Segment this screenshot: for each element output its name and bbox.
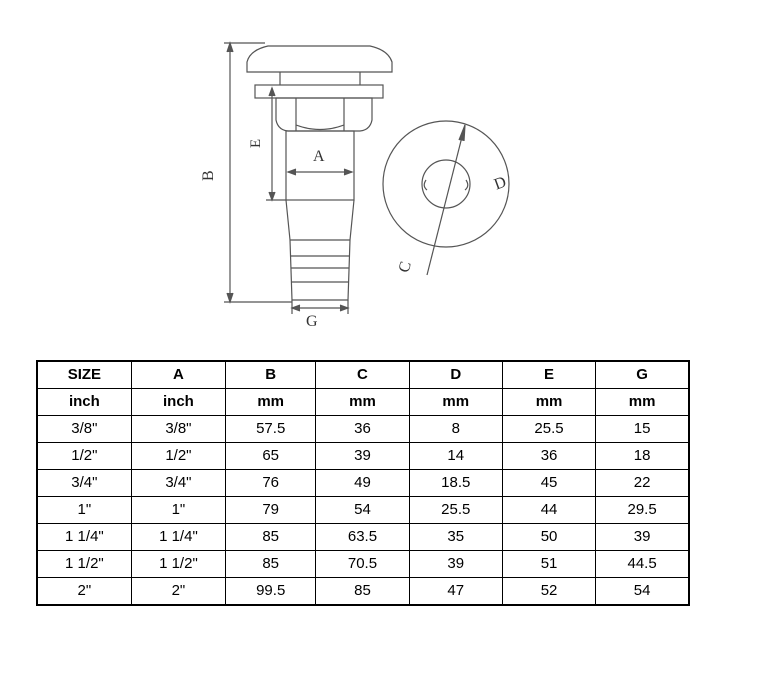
table-cell: 1" bbox=[37, 497, 131, 524]
technical-drawing bbox=[0, 0, 770, 340]
dimension-g bbox=[292, 300, 348, 314]
label-a: A bbox=[313, 148, 325, 165]
header-cell: B bbox=[226, 361, 316, 389]
table-row bbox=[37, 497, 689, 524]
table-cell: 18.5 bbox=[409, 470, 502, 497]
table-row bbox=[37, 470, 689, 497]
table-cell: 85 bbox=[226, 524, 316, 551]
table-cell: 52 bbox=[502, 578, 595, 606]
table-row bbox=[37, 578, 689, 606]
table-cell: 49 bbox=[316, 470, 409, 497]
table-cell: 57.5 bbox=[226, 416, 316, 443]
table-cell: 3/8" bbox=[131, 416, 225, 443]
table-cell: 36 bbox=[502, 443, 595, 470]
table-cell: 18 bbox=[596, 443, 689, 470]
table-cell: 70.5 bbox=[316, 551, 409, 578]
label-b: B bbox=[200, 170, 217, 181]
fitting-tail bbox=[286, 200, 354, 300]
table-cell: 99.5 bbox=[226, 578, 316, 606]
table-cell: 76 bbox=[226, 470, 316, 497]
table-cell: 45 bbox=[502, 470, 595, 497]
fitting-cap bbox=[247, 46, 392, 72]
table-cell: 1 1/2" bbox=[37, 551, 131, 578]
header-cell: G bbox=[596, 361, 689, 389]
table-cell: 85 bbox=[316, 578, 409, 606]
unit-cell: mm bbox=[316, 389, 409, 416]
table-cell: 1 1/2" bbox=[131, 551, 225, 578]
table-row bbox=[37, 443, 689, 470]
fitting-flange bbox=[255, 85, 383, 98]
table-cell: 1 1/4" bbox=[131, 524, 225, 551]
units-row bbox=[37, 389, 689, 416]
header-cell: SIZE bbox=[37, 361, 131, 389]
unit-cell: mm bbox=[226, 389, 316, 416]
table-cell: 85 bbox=[226, 551, 316, 578]
table-cell: 3/8" bbox=[37, 416, 131, 443]
unit-cell: mm bbox=[596, 389, 689, 416]
label-e: E bbox=[248, 138, 264, 148]
table-cell: 25.5 bbox=[409, 497, 502, 524]
table-row bbox=[37, 524, 689, 551]
table-cell: 36 bbox=[316, 416, 409, 443]
header-row bbox=[37, 361, 689, 389]
table-cell: 44 bbox=[502, 497, 595, 524]
table-row bbox=[37, 416, 689, 443]
table-cell: 1" bbox=[131, 497, 225, 524]
fitting-nut bbox=[276, 98, 372, 131]
table-cell: 14 bbox=[409, 443, 502, 470]
top-view bbox=[383, 121, 509, 275]
table-cell: 22 bbox=[596, 470, 689, 497]
table-cell: 51 bbox=[502, 551, 595, 578]
unit-cell: mm bbox=[409, 389, 502, 416]
size-spec-table bbox=[36, 360, 690, 606]
table-cell: 65 bbox=[226, 443, 316, 470]
table-cell: 3/4" bbox=[37, 470, 131, 497]
table-cell: 44.5 bbox=[596, 551, 689, 578]
label-c: C bbox=[395, 259, 415, 275]
table-cell: 1/2" bbox=[131, 443, 225, 470]
fitting-body bbox=[286, 131, 354, 200]
header-cell: E bbox=[502, 361, 595, 389]
unit-cell: inch bbox=[131, 389, 225, 416]
header-cell: C bbox=[316, 361, 409, 389]
table-cell: 39 bbox=[596, 524, 689, 551]
table-cell: 1/2" bbox=[37, 443, 131, 470]
label-d: D bbox=[491, 173, 509, 194]
table-cell: 1 1/4" bbox=[37, 524, 131, 551]
table-cell: 2" bbox=[131, 578, 225, 606]
label-g: G bbox=[306, 313, 318, 330]
unit-cell: mm bbox=[502, 389, 595, 416]
table-cell: 39 bbox=[409, 551, 502, 578]
unit-cell: inch bbox=[37, 389, 131, 416]
table-cell: 39 bbox=[316, 443, 409, 470]
table-cell: 47 bbox=[409, 578, 502, 606]
table-cell: 29.5 bbox=[596, 497, 689, 524]
table-cell: 54 bbox=[316, 497, 409, 524]
header-cell: A bbox=[131, 361, 225, 389]
table-cell: 35 bbox=[409, 524, 502, 551]
header-cell: D bbox=[409, 361, 502, 389]
table-cell: 3/4" bbox=[131, 470, 225, 497]
table-cell: 54 bbox=[596, 578, 689, 606]
table-cell: 25.5 bbox=[502, 416, 595, 443]
table-cell: 2" bbox=[37, 578, 131, 606]
table-cell: 15 bbox=[596, 416, 689, 443]
dimension-a bbox=[288, 169, 352, 175]
table-cell: 50 bbox=[502, 524, 595, 551]
table-cell: 79 bbox=[226, 497, 316, 524]
dimension-b bbox=[224, 43, 292, 302]
table-row bbox=[37, 551, 689, 578]
table-cell: 8 bbox=[409, 416, 502, 443]
table-cell: 63.5 bbox=[316, 524, 409, 551]
